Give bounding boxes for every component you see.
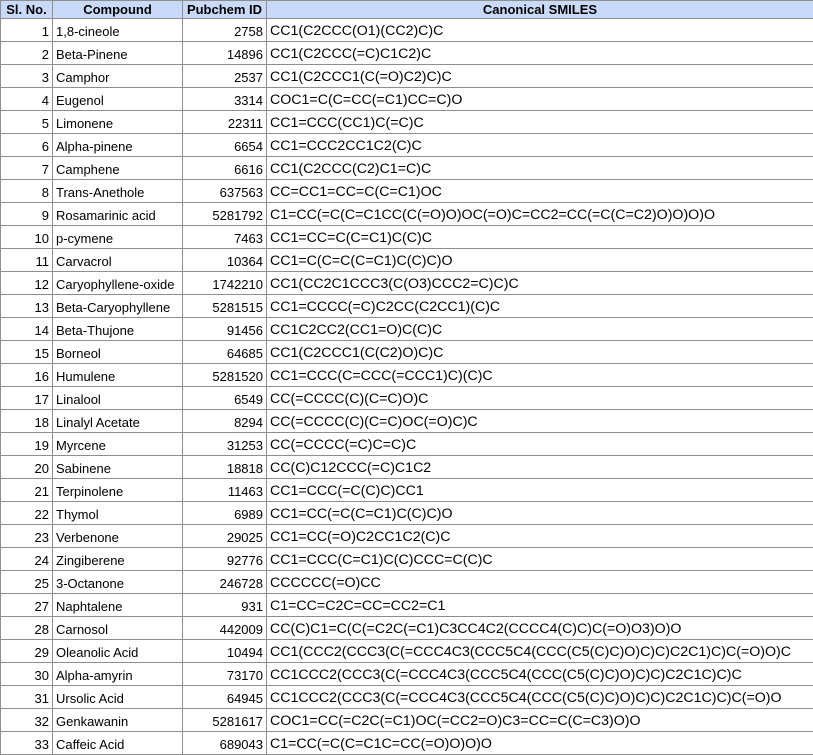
smiles-cell: CCCCCC(=O)CC	[267, 571, 813, 594]
pubchem-id-cell: 10364	[183, 249, 267, 272]
compound-name-cell: Terpinolene	[53, 479, 183, 502]
smiles-cell: CC1(C2CCC(=C)C1C2)C	[267, 42, 813, 65]
table-row	[1, 502, 813, 525]
serial-number-cell: 9	[1, 203, 53, 226]
smiles-cell: C1=CC(=C(C=C1CC(C(=O)O)OC(=O)C=CC2=CC(=C(C=C2)O)O)O)O	[267, 203, 813, 226]
pubchem-id-cell: 22311	[183, 111, 267, 134]
smiles-cell: CC1=CCC(=C(C)C)CC1	[267, 479, 813, 502]
compound-name-cell: Sabinene	[53, 456, 183, 479]
smiles-cell: CC=CC1=CC=C(C=C1)OC	[267, 180, 813, 203]
pubchem-id-cell: 5281617	[183, 709, 267, 732]
pubchem-id-cell: 73170	[183, 663, 267, 686]
smiles-cell: CC1=CCC(C=C1)C(C)CCC=C(C)C	[267, 548, 813, 571]
table-row	[1, 709, 813, 732]
table-row	[1, 433, 813, 456]
table-row	[1, 134, 813, 157]
compound-name-cell: Carnosol	[53, 617, 183, 640]
pubchem-id-cell: 442009	[183, 617, 267, 640]
smiles-cell: CC1(CC2C1CCC3(C(O3)CCC2=C)C)C	[267, 272, 813, 295]
table-row	[1, 318, 813, 341]
compound-name-cell: Eugenol	[53, 88, 183, 111]
table-row	[1, 640, 813, 663]
table-row	[1, 272, 813, 295]
pubchem-id-cell: 246728	[183, 571, 267, 594]
smiles-cell: CC1=CCC(CC1)C(=C)C	[267, 111, 813, 134]
compound-name-cell: Carvacrol	[53, 249, 183, 272]
table-row	[1, 594, 813, 617]
table-row	[1, 65, 813, 88]
smiles-cell: CC1=CC(=O)C2CC1C2(C)C	[267, 525, 813, 548]
pubchem-id-cell: 29025	[183, 525, 267, 548]
smiles-cell: CC1(CCC2(CCC3(C(=CCC4C3(CCC5C4(CCC(C5(C)C)O)C)C)C2C1)C)C(=O)O)C	[267, 640, 813, 663]
pubchem-id-cell: 2537	[183, 65, 267, 88]
serial-number-cell: 16	[1, 364, 53, 387]
smiles-cell: COC1=C(C=CC(=C1)CC=C)O	[267, 88, 813, 111]
pubchem-id-cell: 689043	[183, 732, 267, 755]
serial-number-cell: 8	[1, 180, 53, 203]
table-body	[1, 19, 813, 755]
compound-name-cell: 1,8-cineole	[53, 19, 183, 42]
smiles-cell: CC(=CCCC(C)(C=C)OC(=O)C)C	[267, 410, 813, 433]
compound-name-cell: Limonene	[53, 111, 183, 134]
smiles-cell: C1=CC=C2C=CC=CC2=C1	[267, 594, 813, 617]
compound-name-cell: Ursolic Acid	[53, 686, 183, 709]
pubchem-id-cell: 637563	[183, 180, 267, 203]
pubchem-id-cell: 3314	[183, 88, 267, 111]
table-header	[1, 1, 813, 19]
table-row	[1, 663, 813, 686]
serial-number-cell: 30	[1, 663, 53, 686]
table-row	[1, 42, 813, 65]
serial-number-cell: 3	[1, 65, 53, 88]
serial-number-cell: 13	[1, 295, 53, 318]
table-row	[1, 111, 813, 134]
pubchem-id-cell: 11463	[183, 479, 267, 502]
pubchem-id-cell: 8294	[183, 410, 267, 433]
pubchem-id-cell: 1742210	[183, 272, 267, 295]
compound-name-cell: 3-Octanone	[53, 571, 183, 594]
smiles-cell: CC1CCC2(CCC3(C(=CCC4C3(CCC5C4(CCC(C5(C)C)O)C)C)C2C1C)C)C	[267, 663, 813, 686]
pubchem-id-cell: 7463	[183, 226, 267, 249]
pubchem-id-cell: 5281515	[183, 295, 267, 318]
smiles-cell: CC(C)C1=C(C(=C2C(=C1)C3CC4C2(CCCC4(C)C)C(=O)O3)O)O	[267, 617, 813, 640]
table-row	[1, 479, 813, 502]
pubchem-id-cell: 14896	[183, 42, 267, 65]
smiles-cell: CC1(C2CCC(C2)C1=C)C	[267, 157, 813, 180]
table-row	[1, 341, 813, 364]
serial-number-cell: 12	[1, 272, 53, 295]
pubchem-id-cell: 5281520	[183, 364, 267, 387]
pubchem-id-cell: 6654	[183, 134, 267, 157]
compound-name-cell: Beta-Caryophyllene	[53, 295, 183, 318]
compound-name-cell: Naphtalene	[53, 594, 183, 617]
serial-number-cell: 10	[1, 226, 53, 249]
table-row	[1, 571, 813, 594]
compound-name-cell: Borneol	[53, 341, 183, 364]
serial-number-cell: 7	[1, 157, 53, 180]
smiles-cell: CC1=CC=C(C=C1)C(C)C	[267, 226, 813, 249]
pubchem-id-cell: 5281792	[183, 203, 267, 226]
compound-name-cell: Trans-Anethole	[53, 180, 183, 203]
pubchem-id-cell: 18818	[183, 456, 267, 479]
smiles-cell: CC1CCC2(CCC3(C(=CCC4C3(CCC5C4(CCC(C5(C)C)O)C)C)C2C1C)C)C(=O)O	[267, 686, 813, 709]
table-row	[1, 203, 813, 226]
header-serial-number: Sl. No.	[1, 1, 53, 19]
serial-number-cell: 28	[1, 617, 53, 640]
table-row	[1, 226, 813, 249]
compound-name-cell: Alpha-amyrin	[53, 663, 183, 686]
smiles-cell: CC1=CCC(C=CCC(=CCC1)C)(C)C	[267, 364, 813, 387]
table-row	[1, 157, 813, 180]
smiles-cell: CC1(C2CCC(O1)(CC2)C)C	[267, 19, 813, 42]
serial-number-cell: 21	[1, 479, 53, 502]
smiles-cell: CC1=CCC2CC1C2(C)C	[267, 134, 813, 157]
compound-name-cell: Caffeic Acid	[53, 732, 183, 755]
compound-name-cell: Caryophyllene-oxide	[53, 272, 183, 295]
compound-name-cell: Humulene	[53, 364, 183, 387]
table-row	[1, 732, 813, 755]
compound-name-cell: Beta-Pinene	[53, 42, 183, 65]
table-row	[1, 617, 813, 640]
serial-number-cell: 19	[1, 433, 53, 456]
serial-number-cell: 15	[1, 341, 53, 364]
pubchem-id-cell: 31253	[183, 433, 267, 456]
serial-number-cell: 25	[1, 571, 53, 594]
table-row	[1, 364, 813, 387]
serial-number-cell: 23	[1, 525, 53, 548]
pubchem-id-cell: 92776	[183, 548, 267, 571]
table-row	[1, 180, 813, 203]
serial-number-cell: 1	[1, 19, 53, 42]
compound-name-cell: Genkawanin	[53, 709, 183, 732]
table-row	[1, 410, 813, 433]
serial-number-cell: 17	[1, 387, 53, 410]
table-row	[1, 249, 813, 272]
smiles-cell: CC1=CCCC(=C)C2CC(C2CC1)(C)C	[267, 295, 813, 318]
table-row	[1, 525, 813, 548]
smiles-cell: CC1(C2CCC1(C(C2)O)C)C	[267, 341, 813, 364]
serial-number-cell: 20	[1, 456, 53, 479]
compound-name-cell: Thymol	[53, 502, 183, 525]
compound-name-cell: p-cymene	[53, 226, 183, 249]
pubchem-id-cell: 91456	[183, 318, 267, 341]
header-pubchem-id: Pubchem ID	[183, 1, 267, 19]
smiles-cell: C1=CC(=C(C=C1C=CC(=O)O)O)O	[267, 732, 813, 755]
compound-name-cell: Linalool	[53, 387, 183, 410]
compound-name-cell: Beta-Thujone	[53, 318, 183, 341]
serial-number-cell: 14	[1, 318, 53, 341]
header-row	[1, 1, 813, 19]
serial-number-cell: 2	[1, 42, 53, 65]
pubchem-id-cell: 6549	[183, 387, 267, 410]
table-row	[1, 387, 813, 410]
smiles-cell: CC1=CC(=C(C=C1)C(C)C)O	[267, 502, 813, 525]
table-row	[1, 456, 813, 479]
serial-number-cell: 32	[1, 709, 53, 732]
compound-name-cell: Linalyl Acetate	[53, 410, 183, 433]
serial-number-cell: 33	[1, 732, 53, 755]
pubchem-id-cell: 6616	[183, 157, 267, 180]
compound-name-cell: Verbenone	[53, 525, 183, 548]
serial-number-cell: 31	[1, 686, 53, 709]
serial-number-cell: 4	[1, 88, 53, 111]
serial-number-cell: 18	[1, 410, 53, 433]
serial-number-cell: 27	[1, 594, 53, 617]
smiles-cell: COC1=CC(=C2C(=C1)OC(=CC2=O)C3=CC=C(C=C3)O)O	[267, 709, 813, 732]
table-row	[1, 686, 813, 709]
pubchem-id-cell: 64945	[183, 686, 267, 709]
table-row	[1, 88, 813, 111]
compound-name-cell: Alpha-pinene	[53, 134, 183, 157]
serial-number-cell: 6	[1, 134, 53, 157]
compound-name-cell: Camphor	[53, 65, 183, 88]
pubchem-id-cell: 931	[183, 594, 267, 617]
pubchem-id-cell: 2758	[183, 19, 267, 42]
smiles-cell: CC(C)C12CCC(=C)C1C2	[267, 456, 813, 479]
serial-number-cell: 24	[1, 548, 53, 571]
serial-number-cell: 5	[1, 111, 53, 134]
header-compound: Compound	[53, 1, 183, 19]
smiles-cell: CC1C2CC2(CC1=O)C(C)C	[267, 318, 813, 341]
compound-name-cell: Zingiberene	[53, 548, 183, 571]
pubchem-id-cell: 10494	[183, 640, 267, 663]
table-row	[1, 295, 813, 318]
table-row	[1, 19, 813, 42]
compound-name-cell: Camphene	[53, 157, 183, 180]
smiles-cell: CC1=C(C=C(C=C1)C(C)C)O	[267, 249, 813, 272]
compound-name-cell: Myrcene	[53, 433, 183, 456]
smiles-cell: CC1(C2CCC1(C(=O)C2)C)C	[267, 65, 813, 88]
table-row	[1, 548, 813, 571]
pubchem-id-cell: 64685	[183, 341, 267, 364]
compound-name-cell: Rosamarinic acid	[53, 203, 183, 226]
pubchem-id-cell: 6989	[183, 502, 267, 525]
smiles-cell: CC(=CCCC(=C)C=C)C	[267, 433, 813, 456]
header-canonical-smiles: Canonical SMILES	[267, 1, 813, 19]
serial-number-cell: 22	[1, 502, 53, 525]
smiles-cell: CC(=CCCC(C)(C=C)O)C	[267, 387, 813, 410]
serial-number-cell: 11	[1, 249, 53, 272]
compound-name-cell: Oleanolic Acid	[53, 640, 183, 663]
serial-number-cell: 29	[1, 640, 53, 663]
